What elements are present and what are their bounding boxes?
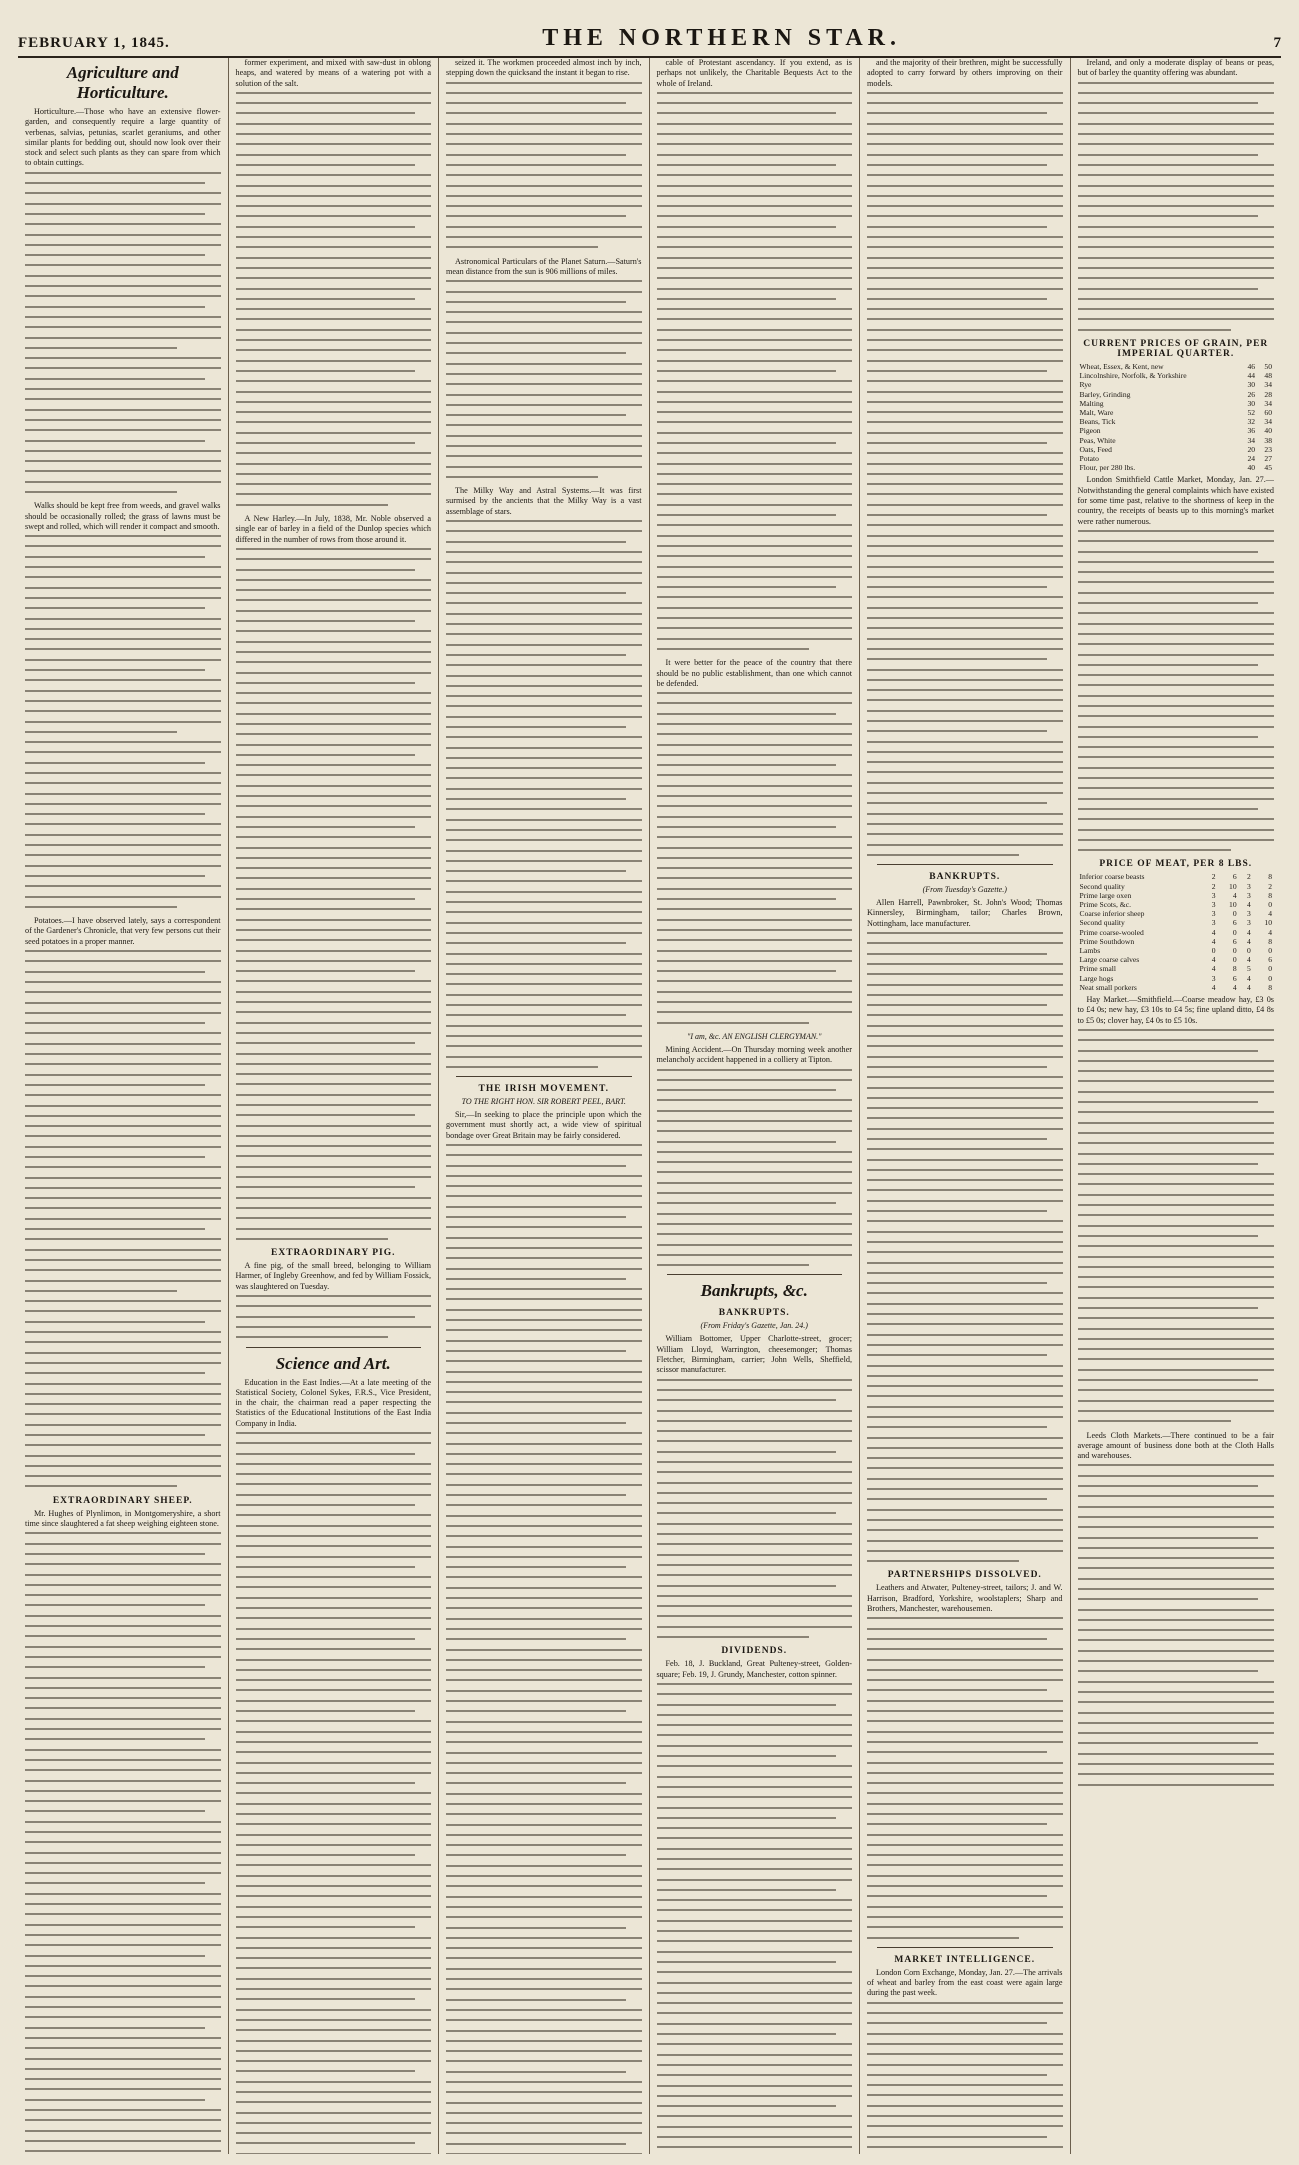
grain-price-value-cell: 45 — [1264, 463, 1272, 473]
grain-price-value-cell: 46 — [1247, 362, 1256, 372]
meat-price-value-cell: 2 — [1247, 872, 1251, 882]
body-text-block — [867, 1617, 1063, 1938]
article-paragraph: Astronomical Particulars of the Planet Saturn.—Saturn's mean distance from the sun is 906 millions of miles. — [446, 256, 642, 276]
meat-price-row — [1078, 872, 1275, 881]
meat-price-table — [1078, 872, 1275, 992]
meat-price-value-cell: 4 — [1268, 927, 1272, 937]
meat-price-value-cell: 2 — [1211, 881, 1216, 891]
meat-price-value-cell: 4 — [1232, 890, 1237, 900]
page-number: 7 — [1273, 35, 1281, 51]
meat-price-value-cell: 4 — [1211, 982, 1216, 992]
letter-address: TO THE RIGHT HON. SIR ROBERT PEEL, BART. — [461, 1097, 626, 1107]
column-1 — [18, 58, 229, 2154]
section-divider — [246, 1347, 422, 1348]
meat-price-value-cell: 8 — [1268, 982, 1272, 992]
grain-price-table — [1078, 362, 1275, 472]
article-paragraph: Leathers and Atwater, Pulteney-street, tailors; J. and W. Harrison, Bradford, Yorkshire, woolstaplers; Sharp and Brothers, Manchester, warehousemen. — [867, 1583, 1063, 1614]
article-paragraph: William Bottomer, Upper Charlotte-street, grocer; William Lloyd, Warrington, cheesemonger; Thomas Fletcher, Birmingham, carrier; John Wells, Sheffield, scissor manufacturer. — [656, 1334, 852, 1375]
grain-price-label-cell: Malting — [1079, 398, 1104, 408]
body-text-block — [657, 1683, 853, 2154]
article-paragraph: cable of Protestant ascendancy. If you extend, as is perhaps not unlikely, the Charitable Bequests Act to the whole of Ireland. — [656, 58, 852, 88]
meat-price-value-cell: 3 — [1211, 973, 1216, 983]
body-text-block — [236, 92, 432, 506]
meat-price-value-cell: 6 — [1232, 973, 1237, 983]
body-text-block — [867, 92, 1063, 856]
meat-price-row — [1078, 900, 1275, 909]
meat-price-value-cell: 6 — [1232, 918, 1237, 928]
body-text-block — [1078, 530, 1275, 851]
meat-price-value-cell: 4 — [1247, 973, 1251, 983]
grain-price-value-cell: 40 — [1264, 426, 1272, 436]
article-paragraph: Horticulture.—Those who have an extensive flower-garden, and consequently require a large quantity of verbenas, salvias, petunias, scarlet geraniums, and other similar plants for bedding out, should now look over their stock and select such plants as they can spare from which to obtain cuttings. — [25, 107, 221, 168]
grain-price-value-cell: 60 — [1264, 408, 1272, 418]
body-text-block — [1078, 1464, 1275, 1785]
subheading-bankrupts-tuesday: BANKRUPTS. — [929, 872, 1001, 883]
meat-price-label-cell: Large hogs — [1079, 973, 1114, 983]
grain-price-value-cell: 34 — [1247, 435, 1256, 445]
article-paragraph: Education in the East Indies.—At a late meeting of the Statistical Society, Colonel Sykes, F.R.S., Vice President, in the chair, the chairman read a paper respecting the Statistics of the Educational Institutions of the East India Company in India. — [235, 1377, 431, 1428]
grain-price-value-cell: 26 — [1247, 389, 1256, 399]
grain-price-value-cell: 34 — [1264, 398, 1272, 408]
grain-price-value-cell: 24 — [1247, 454, 1256, 464]
article-paragraph: Potatoes.—I have observed lately, says a correspondent of the Gardener's Chronicle, that very few persons cut their seed potatoes in a proper manner. — [25, 916, 221, 946]
body-text-block — [446, 520, 642, 1068]
grain-price-label-cell: Pigeon — [1079, 426, 1101, 436]
meat-price-row — [1078, 983, 1275, 992]
subheading-sheep: EXTRAORDINARY SHEEP. — [52, 1495, 193, 1506]
meat-price-value-cell: 2 — [1211, 872, 1216, 882]
meat-price-value-cell: 4 — [1247, 955, 1251, 965]
meat-price-value-cell: 3 — [1247, 918, 1251, 928]
meat-price-value-cell: 0 — [1232, 946, 1237, 956]
subheading-bankrupts: BANKRUPTS. — [718, 1308, 790, 1319]
section-heading-science: Science and Art. — [275, 1353, 391, 1373]
meat-price-value-cell: 8 — [1268, 890, 1272, 900]
meat-price-value-cell: 0 — [1211, 946, 1216, 956]
masthead-title: THE NORTHERN STAR. — [542, 25, 902, 51]
article-paragraph: seized it. The workmen proceeded almost inch by inch, stepping down the quicksand the instant it began to rise. — [446, 58, 642, 78]
meat-price-row — [1078, 891, 1275, 900]
meat-price-value-cell: 6 — [1232, 936, 1237, 946]
meat-price-row — [1078, 964, 1275, 973]
meat-price-value-cell: 10 — [1229, 900, 1237, 910]
gazette-source: (From Friday's Gazette, Jan. 24.) — [700, 1321, 808, 1331]
meat-price-label-cell: Second quality — [1079, 918, 1125, 928]
meat-price-value-cell: 0 — [1247, 946, 1251, 956]
meat-price-label-cell: Prime small — [1079, 964, 1116, 974]
grain-price-value-cell: 50 — [1264, 362, 1272, 372]
page-header — [18, 12, 1281, 58]
grain-price-row — [1078, 436, 1275, 445]
meat-price-value-cell: 5 — [1247, 964, 1251, 974]
grain-price-value-cell: 20 — [1247, 444, 1256, 454]
grain-price-row — [1078, 380, 1275, 389]
body-text-block — [446, 280, 642, 478]
meat-price-value-cell: 3 — [1211, 918, 1216, 928]
body-text-block — [236, 1432, 432, 2154]
subheading-pig: EXTRAORDINARY PIG. — [271, 1248, 396, 1259]
meat-price-value-cell: 0 — [1268, 946, 1272, 956]
section-divider — [877, 1947, 1053, 1948]
issue-date: FEBRUARY 1, 1845. — [18, 35, 170, 51]
grain-price-value-cell: 28 — [1264, 389, 1272, 399]
grain-price-value-cell: 30 — [1247, 398, 1256, 408]
grain-price-value-cell: 40 — [1247, 463, 1256, 473]
grain-price-label-cell: Oats, Feed — [1079, 444, 1112, 454]
subheading-dividends: DIVIDENDS. — [721, 1646, 788, 1657]
meat-price-label-cell: Prime Southdown — [1079, 936, 1135, 946]
grain-price-row — [1078, 390, 1275, 399]
body-text-block — [236, 1295, 432, 1338]
grain-price-value-cell: 34 — [1264, 380, 1272, 390]
article-paragraph: former experiment, and mixed with saw-dust in oblong heaps, and watered by means of a watering pot with a solution of the salt. — [235, 58, 431, 88]
meat-price-value-cell: 3 — [1211, 909, 1216, 919]
grain-price-row — [1078, 408, 1275, 417]
article-paragraph: Ireland, and only a moderate display of beans or peas, but of barley the quantity offering was abundant. — [1077, 58, 1274, 78]
subheading-market-intelligence: MARKET INTELLIGENCE. — [894, 1954, 1036, 1965]
meat-price-label-cell: Neat small porkers — [1079, 982, 1137, 992]
meat-price-value-cell: 6 — [1268, 955, 1272, 965]
meat-price-value-cell: 0 — [1268, 964, 1272, 974]
meat-price-value-cell: 3 — [1247, 881, 1251, 891]
body-text-block — [446, 1144, 642, 2154]
body-text-block — [25, 172, 221, 493]
grain-price-value-cell: 52 — [1247, 408, 1256, 418]
grain-price-row — [1078, 371, 1275, 380]
body-text-block — [657, 1069, 853, 1267]
subheading-irish-movement: THE IRISH MOVEMENT. — [478, 1084, 609, 1095]
columns — [18, 58, 1281, 2154]
meat-price-label-cell: Large coarse calves — [1079, 955, 1140, 965]
subheading-grain-prices: CURRENT PRICES OF GRAIN, PER IMPERIAL QUARTER. — [1083, 339, 1269, 360]
meat-price-value-cell: 10 — [1264, 918, 1272, 928]
body-text-block — [867, 2002, 1063, 2154]
article-paragraph: Allen Harrell, Pawnbroker, St. John's Wood; Thomas Kinnersley, Birmingham, tailor; Charles Brown, Nottingham, lace manufacturer. — [867, 898, 1063, 928]
meat-price-value-cell: 3 — [1247, 890, 1251, 900]
letter-signature: "I am, &c. AN ENGLISH CLERGYMAN." — [686, 1031, 822, 1041]
meat-price-row — [1078, 955, 1275, 964]
grain-price-value-cell: 44 — [1247, 371, 1256, 381]
body-text-block — [657, 692, 853, 1024]
meat-price-value-cell: 4 — [1268, 909, 1272, 919]
article-paragraph: and the majority of their brethren, might be successfully adopted to carry forward by others improving on their models. — [867, 58, 1063, 88]
column-5 — [860, 58, 1071, 2154]
article-paragraph: The Milky Way and Astral Systems.—It was first surmised by the ancients that the Milky Way is a vast assemblage of stars. — [446, 486, 642, 516]
grain-price-label-cell: Flour, per 280 lbs. — [1079, 463, 1136, 473]
meat-price-label-cell: Prime coarse-wooled — [1079, 927, 1144, 937]
meat-price-label-cell: Prime large oxen — [1079, 890, 1132, 900]
meat-price-value-cell: 10 — [1229, 881, 1237, 891]
meat-price-value-cell: 4 — [1232, 982, 1237, 992]
meat-price-label-cell: Lambs — [1079, 946, 1101, 956]
article-paragraph: London Corn Exchange, Monday, Jan. 27.—The arrivals of wheat and barley from the east coast were again large during the past week. — [867, 1967, 1063, 1998]
meat-price-value-cell: 6 — [1232, 872, 1237, 882]
meat-price-row — [1078, 909, 1275, 918]
meat-price-label-cell: Prime Scots, &c. — [1079, 900, 1131, 910]
meat-price-value-cell: 8 — [1232, 964, 1237, 974]
meat-price-value-cell: 3 — [1211, 890, 1216, 900]
grain-price-value-cell: 36 — [1247, 426, 1256, 436]
section-heading-agriculture: Agriculture and Horticulture. — [66, 63, 179, 102]
meat-price-value-cell: 4 — [1247, 982, 1251, 992]
meat-price-value-cell: 2 — [1268, 881, 1272, 891]
meat-price-row — [1078, 937, 1275, 946]
meat-price-value-cell: 4 — [1211, 936, 1216, 946]
article-paragraph: Sir,—In seeking to place the principle upon which the government must shortly act, a wide view of spiritual bondage over Great Britain may be fairly considered. — [446, 1110, 642, 1140]
grain-price-row — [1078, 454, 1275, 463]
grain-price-row — [1078, 426, 1275, 435]
meat-price-value-cell: 0 — [1232, 955, 1237, 965]
section-divider — [877, 864, 1053, 865]
body-text-block — [236, 548, 432, 1240]
meat-price-value-cell: 4 — [1211, 955, 1216, 965]
meat-price-row — [1078, 918, 1275, 927]
body-text-block — [25, 950, 221, 1487]
section-heading-bankrupts: Bankrupts, &c. — [700, 1281, 808, 1301]
body-text-block — [446, 82, 642, 249]
meat-price-value-cell: 4 — [1247, 927, 1251, 937]
grain-price-value-cell: 38 — [1264, 435, 1272, 445]
meat-price-row — [1078, 974, 1275, 983]
grain-price-value-cell: 48 — [1264, 371, 1272, 381]
subheading-meat-prices: PRICE OF MEAT, PER 8 LBS. — [1099, 859, 1253, 870]
column-2 — [229, 58, 440, 2154]
meat-price-label-cell: Coarse inferior sheep — [1079, 909, 1145, 919]
body-text-block — [25, 1532, 221, 2154]
grain-price-row — [1078, 417, 1275, 426]
grain-price-value-cell: 34 — [1264, 417, 1272, 427]
grain-price-label-cell: Barley, Grinding — [1079, 389, 1131, 399]
grain-price-label-cell: Rye — [1079, 380, 1092, 390]
body-text-block — [657, 1379, 853, 1638]
column-6 — [1071, 58, 1282, 2154]
article-paragraph: Mining Accident.—On Thursday morning week another melancholy accident happened in a colliery at Tipton. — [656, 1044, 852, 1065]
column-3 — [439, 58, 650, 2154]
article-paragraph: A fine pig, of the small breed, belonging to William Harmer, of Ingleby Greenhow, and fed by William Fossick, was slaughtered on Tuesday. — [235, 1261, 431, 1291]
meat-price-value-cell: 3 — [1211, 900, 1216, 910]
meat-price-value-cell: 0 — [1268, 900, 1272, 910]
meat-price-value-cell: 3 — [1247, 909, 1251, 919]
meat-price-value-cell: 0 — [1232, 909, 1237, 919]
article-paragraph: Leeds Cloth Markets.—There continued to be a fair average amount of business done both at the Cloth Halls and warehouses. — [1077, 1430, 1274, 1461]
grain-price-value-cell: 23 — [1264, 444, 1272, 454]
meat-price-row — [1078, 946, 1275, 955]
grain-price-label-cell: Wheat, Essex, & Kent, new — [1079, 362, 1164, 372]
meat-price-value-cell: 4 — [1211, 927, 1216, 937]
article-paragraph: Feb. 18, J. Buckland, Great Pulteney-street, Golden-square; Feb. 19, J. Grundy, Manchester, cotton spinner. — [656, 1659, 852, 1679]
grain-price-label-cell: Malt, Ware — [1079, 408, 1114, 418]
grain-price-row — [1078, 463, 1275, 472]
meat-price-label-cell: Inferior coarse beasts — [1079, 872, 1145, 882]
article-paragraph: London Smithfield Cattle Market, Monday, Jan. 27.—Notwithstanding the general complaints which have existed for some time past, relative to the shortness of keep in the country, the receipts of beasts up to this morning's market were rather numerous. — [1077, 475, 1274, 526]
body-text-block — [1078, 82, 1275, 331]
meat-price-value-cell: 4 — [1247, 900, 1251, 910]
grain-price-label-cell: Lincolnshire, Norfolk, & Yorkshire — [1079, 371, 1187, 381]
grain-price-row — [1078, 399, 1275, 408]
meat-price-value-cell: 8 — [1268, 936, 1272, 946]
meat-price-value-cell: 0 — [1268, 973, 1272, 983]
grain-price-label-cell: Peas, White — [1079, 435, 1116, 445]
article-paragraph: Walks should be kept free from weeds, and gravel walks should be occasionally rolled; the grass of lawns must be swept and rolled, which will render it compact and smooth. — [25, 501, 221, 531]
article-paragraph: A New Harley.—In July, 1838, Mr. Noble observed a single ear of barley in a field of the Dunlop species which differed in the number of rows from those around it. — [235, 514, 431, 544]
body-text-block — [657, 92, 853, 650]
article-paragraph: Hay Market.—Smithfield.—Coarse meadow hay, £3 0s to £4 0s; new hay, £3 10s to £4 5s; fine upland ditto, £4 8s to £5 0s; clover hay, £4 0s to £5 10s. — [1077, 995, 1274, 1025]
meat-price-value-cell: 4 — [1247, 936, 1251, 946]
meat-price-label-cell: Second quality — [1079, 881, 1125, 891]
meat-price-row — [1078, 882, 1275, 891]
subheading-partnerships: PARTNERSHIPS DISSOLVED. — [887, 1570, 1042, 1581]
section-divider — [456, 1076, 632, 1077]
body-text-block — [1078, 1029, 1275, 1422]
body-text-block — [867, 932, 1063, 1562]
grain-price-label-cell: Beans, Tick — [1079, 417, 1116, 427]
meat-price-value-cell: 4 — [1211, 964, 1216, 974]
grain-price-label-cell: Potato — [1079, 454, 1099, 464]
section-divider — [667, 1274, 843, 1275]
article-paragraph: Mr. Hughes of Plynlimon, in Montgomeryshire, a short time since slaughtered a fat sheep weighing eighteen stone. — [25, 1508, 221, 1529]
body-text-block — [25, 535, 221, 908]
grain-price-row — [1078, 445, 1275, 454]
meat-price-value-cell: 8 — [1268, 872, 1272, 882]
grain-price-value-cell: 27 — [1264, 454, 1272, 464]
column-4 — [650, 58, 861, 2154]
grain-price-row — [1078, 362, 1275, 371]
grain-price-value-cell: 32 — [1247, 417, 1256, 427]
meat-price-row — [1078, 928, 1275, 937]
article-paragraph: It were better for the peace of the country that there should be no public establishment, than one which cannot be defended. — [656, 658, 852, 688]
gazette-source: (From Tuesday's Gazette.) — [922, 885, 1007, 895]
grain-price-value-cell: 30 — [1247, 380, 1256, 390]
meat-price-value-cell: 0 — [1232, 927, 1237, 937]
